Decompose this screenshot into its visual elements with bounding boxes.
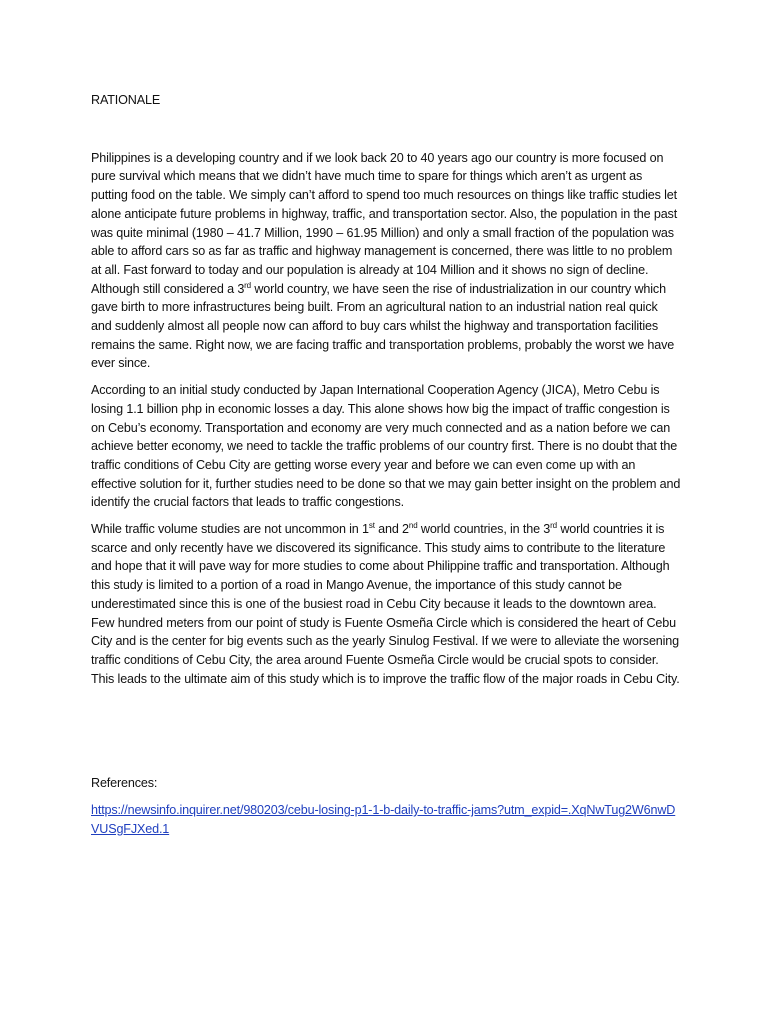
rationale-paragraph-2: According to an initial study conducted by Japan International Cooperation Agency (JICA), Metro Cebu is losing 1.1 billion php in economic losses a day. This alone shows how big the impact of traffic congestion is on Cebu’s economy. Transportation and economy are very much connected and as a nation before we can achieve better economy, we need to tackle the traffic problems of our country first. There is no doubt that the traffic conditions of Cebu City are getting worse every year and before we can even come up with an effective solution for it, further studies need to be done so that we may gain better insight on the problem and identify the crucial factors that leads to traffic congestions. xyxy=(91,383,681,510)
document-heading: RATIONALE xyxy=(91,93,161,107)
references-heading: References: xyxy=(91,776,158,791)
reference-link[interactable]: https://newsinfo.inquirer.net/980203/cebu-losing-p1-1-b-daily-to-traffic-jams?utm_expid=.XqNwTug2W6nwDVUSgFJXed.1 xyxy=(91,803,676,836)
document-page xyxy=(91,91,681,839)
rationale-paragraph-3: While traffic volume studies are not uncommon in 1st and 2nd world countries, in the 3rd world countries it is scarce and only recently have we discovered its significance. This study aims to contribute to the literature and hope that it will pave way for more studies to come about Philippine traffic and transportation. Although this study is limited to a portion of a road in Mango Avenue, the importance of this study cannot be underestimated since this is one of the busiest road in Cebu City because it leads to the downtown area. Few hundred meters from our point of study is Fuente Osmeña Circle which is considered the heart of Cebu City and is the center for big events such as the yearly Sinulog Festival. If we were to alleviate the worsening traffic conditions of Cebu City, the area around Fuente Osmeña Circle would be crucial spots to consider. This leads to the ultimate aim of this study which is to improve the traffic flow of the major roads in Cebu City. xyxy=(91,520,680,686)
rationale-paragraph-1: Philippines is a developing country and if we look back 20 to 40 years ago our country is more focused on pure survival which means that we didn’t have much time to spare for things which aren’t as urgent as putting food on the table. We simply can’t afford to spend too much resources on things like traffic studies let alone anticipate future problems in highway, traffic, and transportation sector. Also, the population in the past was quite minimal (1980 – 41.7 Million, 1990 – 61.95 Million) and only a small fraction of the population was able to afford cars so as far as traffic and highway management is concerned, there was little to no problem at all. Fast forward to today and our population is already at 104 Million and it shows no sign of decline. Although still considered a 3rd world country, we have seen the rise of industrialization in our country which gave birth to more infrastructures being built. From an agricultural nation to an industrial nation real quick and suddenly almost all people now can afford to buy cars whilst the highway and transportation facilities remains the same. Right now, we are facing traffic and transportation problems, probably the worst we have ever since. xyxy=(91,150,678,371)
